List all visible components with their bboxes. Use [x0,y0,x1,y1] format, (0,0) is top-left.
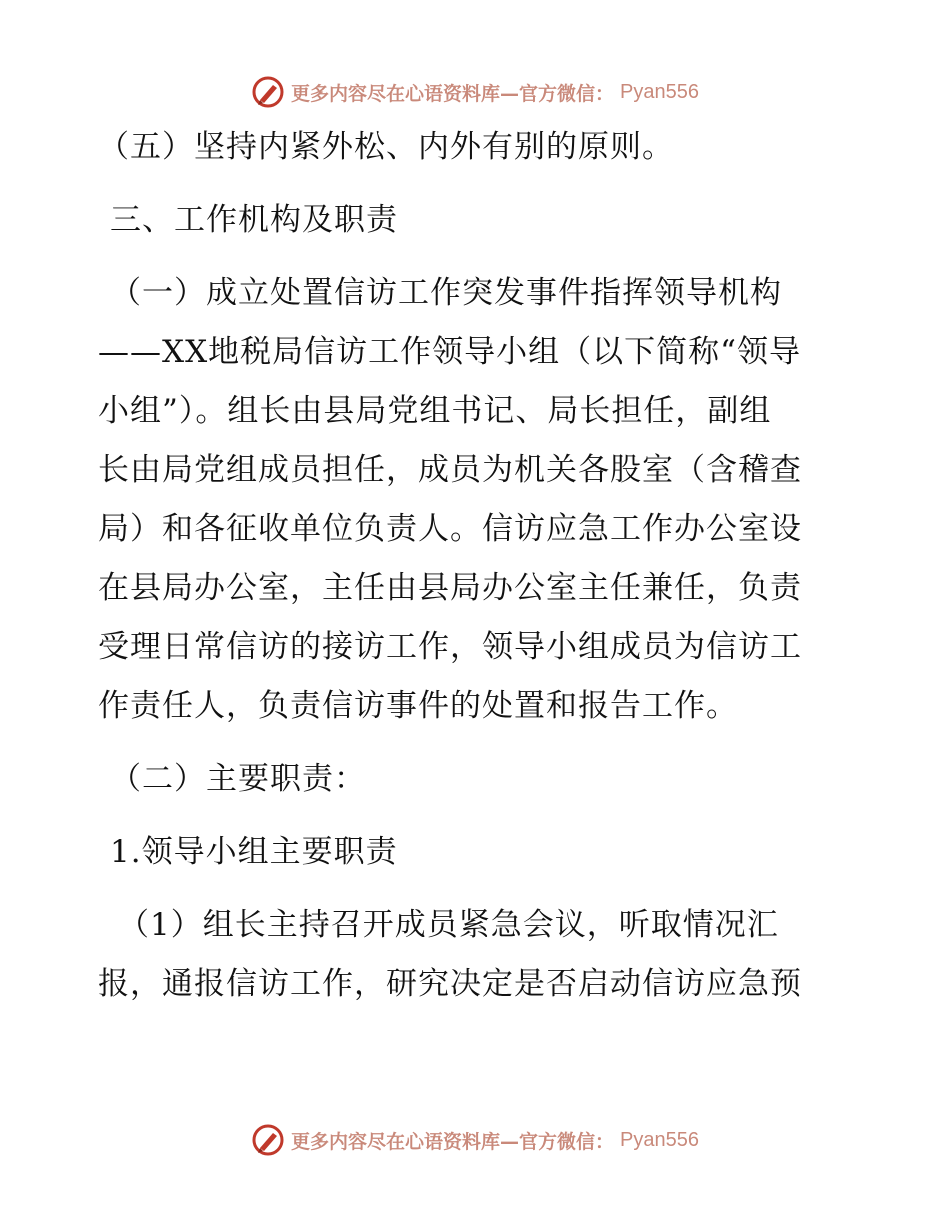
paragraph-line: 报，通报信访工作，研究决定是否启动信访应急预 [98,966,802,1002]
paragraph-line: 小组”）。组长由县局党组书记、局长担任，副组 [98,393,772,429]
paragraph-line: 局）和各征收单位负责人。信访应急工作办公室设 [98,511,802,547]
section-heading: 三、工作机构及职责 [110,202,398,238]
paragraph-line: 受理日常信访的接访工作，领导小组成员为信访工 [98,629,802,665]
paragraph-line: 作责任人，负责信访事件的处置和报告工作。 [98,688,738,724]
subsection-heading: （二）主要职责： [110,761,366,797]
paragraph-line: （1）组长主持召开成员紧急会议，听取情况汇 [118,907,779,943]
paragraph-line: （一）成立处置信访工作突发事件指挥领导机构 [110,275,782,311]
watermark-text: 更多内容尽在心语资料库—官方微信： [291,82,615,105]
watermark-wechat-id: Pyan556 [620,80,699,103]
pen-logo-icon [251,1123,285,1157]
header-watermark [0,72,950,112]
paragraph-line: ——XX地税局信访工作领导小组（以下简称“领导 [98,334,801,370]
document-body [98,118,858,1014]
subsection-heading: 1.领导小组主要职责 [110,834,398,870]
pen-logo-icon [251,75,285,109]
footer-watermark [0,1120,950,1160]
paragraph-line: （五）坚持内紧外松、内外有别的原则。 [98,129,674,165]
watermark-wechat-id: Pyan556 [620,1128,699,1151]
watermark-text: 更多内容尽在心语资料库—官方微信： [291,1130,615,1153]
paragraph-line: 长由局党组成员担任，成员为机关各股室（含稽查 [98,452,802,488]
paragraph-line: 在县局办公室，主任由县局办公室主任兼任，负责 [98,570,802,606]
